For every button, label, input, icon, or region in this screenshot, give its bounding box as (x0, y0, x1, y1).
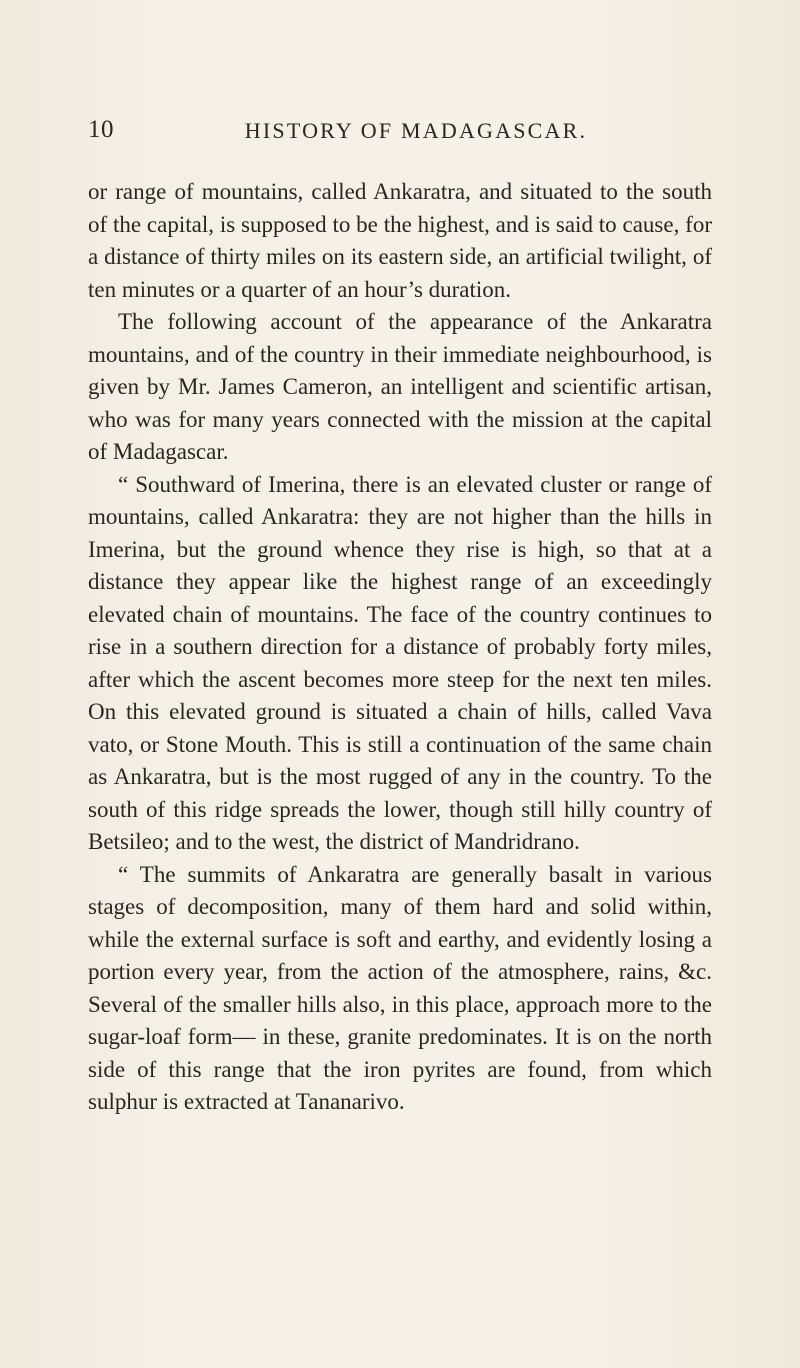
body-text (88, 176, 712, 1119)
page-number: 10 (88, 116, 114, 143)
running-head: HISTORY OF MADAGASCAR. (244, 118, 588, 143)
page-header (88, 116, 712, 156)
paragraph-2: The following account of the appearance of the Ankaratra mountains, and of the country in their immediate neighbourhood, is given by Mr. James Cameron, an intelligent and scientific artisan, who was for many years connected with the mission at the capital of Madagascar. (88, 309, 712, 464)
paragraph-1: or range of mountains, called Ankaratra, and situated to the south of the capital, is supposed to be the highest, and is said to cause, for a distance of thirty miles on its eastern side, an artificial twilight, of ten minutes or a quarter of an hour’s duration. (88, 179, 712, 302)
paragraph-4: “ The summits of Ankaratra are generally basalt in various stages of decomposition, many of them hard and solid within, while the external surface is soft and earthy, and evidently losing a portion every year, from the action of the atmosphere, rains, &c. Several of the smaller hills also, in this place, approach more to the sugar-loaf form— in these, granite predominates. It is on the north side of this range that the iron pyrites are found, from which sulphur is extracted at Tananarivo. (88, 861, 712, 1114)
paragraph-3: “ Southward of Imerina, there is an elevated cluster or range of mountains, called Ankaratra: they are not higher than the hills in Imerina, but the ground whence they rise is high, so that at a distance they appear like the highest range of an exceedingly elevated chain of mountains. The face of the country continues to rise in a southern direction for a distance of probably forty miles, after which the ascent becomes more steep for the next ten miles. On this elevated ground is situated a chain of hills, called Vava vato, or Stone Mouth. This is still a continuation of the same chain as Ankaratra, but is the most rugged of any in the country. To the south of this ridge spreads the lower, though still hilly country of Betsileo; and to the west, the district of Mandridrano. (88, 471, 712, 854)
